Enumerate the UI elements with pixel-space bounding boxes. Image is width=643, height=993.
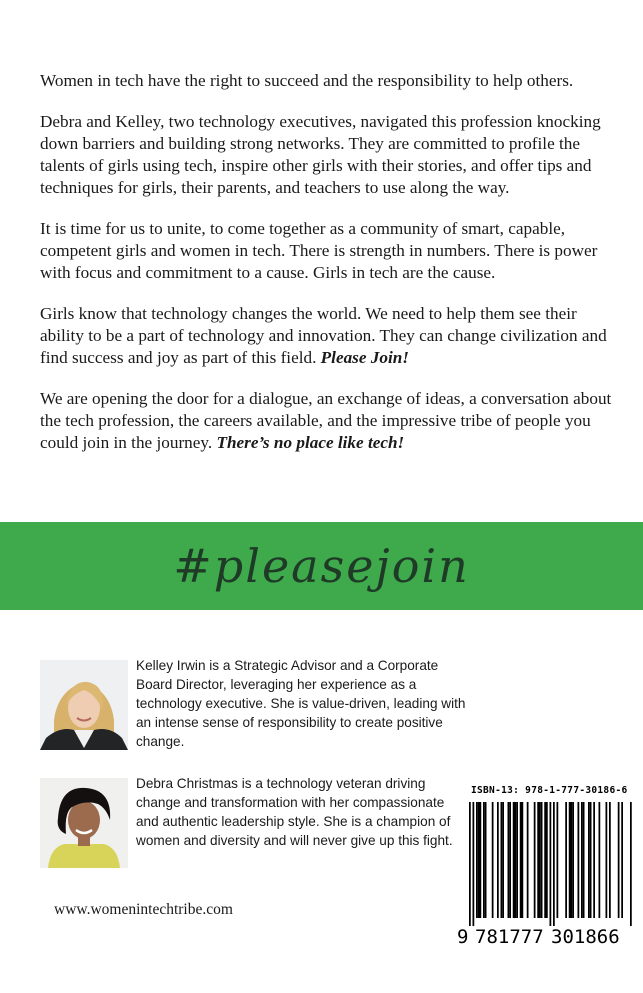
debra-bio-text: Debra Christmas is a technology veteran driving change and transformation with her compassionate and authentic leadership style. She is a champion of women and diversity and will never give up this fight. <box>136 776 453 848</box>
barcode-bar <box>520 802 522 918</box>
paragraph-1: Women in tech have the right to succeed and the responsibility to help others. <box>40 71 574 90</box>
barcode-bar <box>485 802 487 918</box>
barcode-bar <box>609 802 611 918</box>
barcode-bars <box>455 774 633 929</box>
barcode-bar <box>569 802 571 918</box>
barcode-bar <box>571 802 573 918</box>
paragraph-5-text: We are opening the door for a dialogue, an exchange of ideas, a conversation about the tech profession, the careers available, and the impressive tribe of people you could join in the journey. <box>40 389 612 452</box>
barcode-bar <box>557 802 559 918</box>
tagline-emphasis: There’s no place like tech! <box>216 433 405 452</box>
kelley-photo <box>40 660 128 750</box>
barcode-bar <box>476 802 478 918</box>
kelley-bio-text: Kelley Irwin is a Strategic Advisor and a Corporate Board Director, leveraging her experience as a technology executive. She is value-driven, leading with an intense sense of responsibility to create positive change. <box>136 658 466 749</box>
debra-photo <box>40 778 128 868</box>
barcode-bar <box>539 802 541 918</box>
barcode-bar <box>618 802 620 918</box>
barcode-bar <box>544 802 546 918</box>
barcode-bar <box>590 802 592 918</box>
barcode-bar <box>550 802 552 926</box>
barcode-bar <box>606 802 608 918</box>
barcode-bar <box>599 802 601 918</box>
hashtag-text: #pleasejoin <box>173 539 470 593</box>
barcode-bar <box>497 802 499 918</box>
paragraph-2: Debra and Kelley, two technology executives, navigated this profession knocking down barriers and building strong networks. They are committed to profile the talents of girls using tech, inspire other girls with their stories, and offer tips and techniques for girls, their parents, and teachers to use along the way. <box>40 112 601 197</box>
barcode-bar <box>522 802 524 918</box>
barcode-bar <box>527 802 529 918</box>
barcode-bar <box>572 802 574 918</box>
barcode-digits-left: 781777 <box>475 926 544 948</box>
barcode-bar <box>478 802 480 918</box>
barcode-digit-first: 9 <box>457 926 469 948</box>
barcode-bar <box>583 802 585 918</box>
paragraph-5 <box>40 388 620 454</box>
paragraph-4 <box>40 303 620 369</box>
barcode-bar <box>630 802 632 926</box>
barcode-bar <box>515 802 517 918</box>
barcode-bar <box>480 802 482 918</box>
barcode-bar <box>553 802 555 926</box>
barcode-bar <box>483 802 485 918</box>
barcode-bar <box>541 802 543 918</box>
isbn-barcode <box>455 774 633 958</box>
barcode-bar <box>534 802 536 918</box>
barcode-bar <box>565 802 567 918</box>
barcode-bar <box>546 802 548 918</box>
barcode-digits-right: 301866 <box>551 926 620 948</box>
barcode-bar <box>581 802 583 918</box>
barcode-bar <box>537 802 539 918</box>
barcode-bar <box>492 802 494 918</box>
please-join-emphasis: Please Join! <box>320 348 409 367</box>
barcode-bar <box>588 802 590 918</box>
paragraph-4-text: Girls know that technology changes the world. We need to help them see their ability to be a part of technology and innovation. They can change civilization and find success and joy as part of this field. <box>40 304 607 367</box>
paragraph-3: It is time for us to unite, to come together as a community of smart, capable, competent girls and women in tech. There is strength in numbers. There is power with focus and commitment to a cause. Girls in tech are the cause. <box>40 219 598 282</box>
barcode-bar <box>513 802 515 918</box>
barcode-bar <box>578 802 580 918</box>
barcode-bar <box>473 802 475 926</box>
barcode-bar <box>621 802 623 918</box>
barcode-bar <box>593 802 595 918</box>
barcode-bar <box>501 802 503 918</box>
barcode-bar <box>508 802 510 918</box>
back-cover-description <box>40 70 620 473</box>
barcode-bar <box>469 802 471 926</box>
barcode-bar <box>509 802 511 918</box>
isbn-label: ISBN-13: 978-1-777-30186-6 <box>471 785 628 796</box>
barcode-bar <box>502 802 504 918</box>
website-url[interactable]: www.womenintechtribe.com <box>54 901 233 918</box>
barcode-bar <box>516 802 518 918</box>
hashtag-banner <box>0 522 643 610</box>
